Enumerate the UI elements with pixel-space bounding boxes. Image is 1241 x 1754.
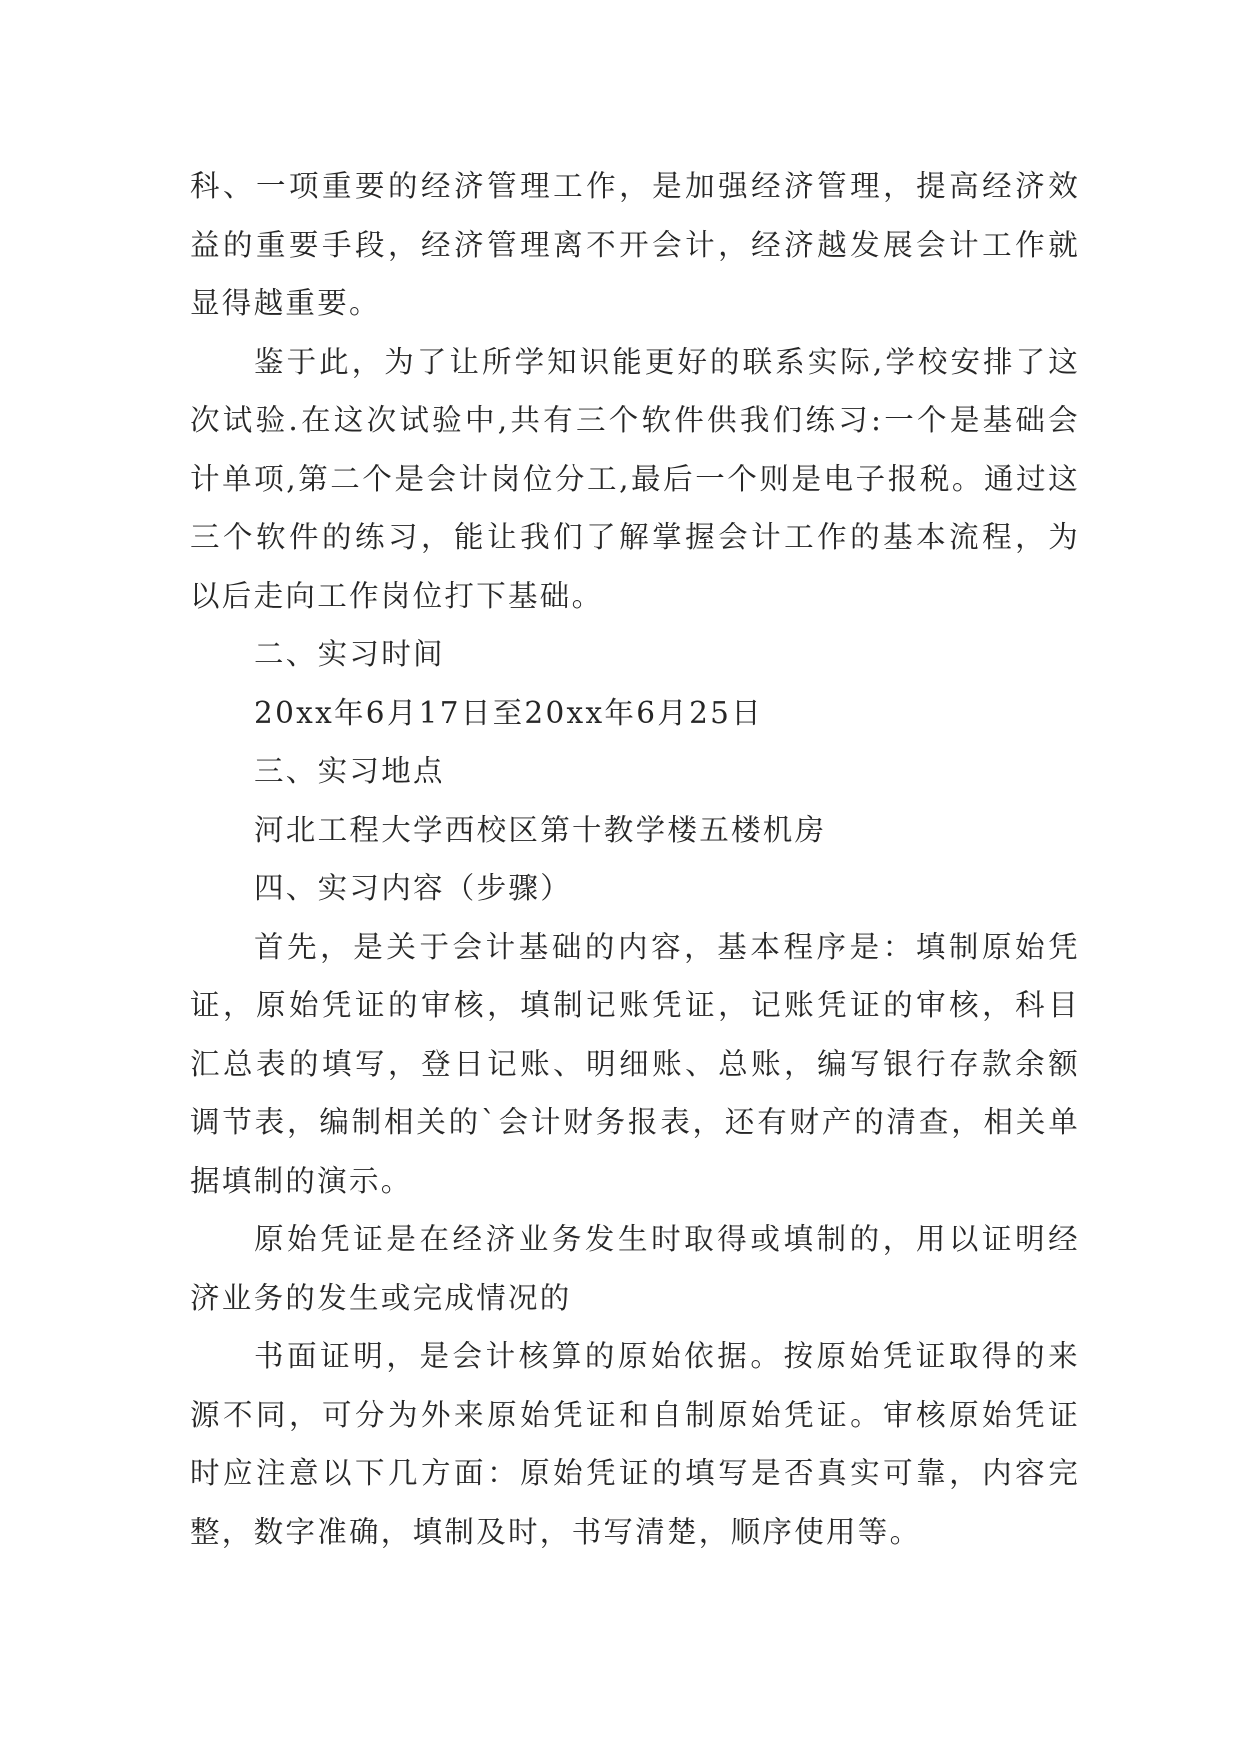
section-heading-internship-time: 二、实习时间 (254, 637, 445, 671)
paragraph-accounting-importance: 科、一项重要的经济管理工作，是加强经济管理，提高经济效益的重要手段，经济管理离不开会计，经济越发展会计工作就显得越重要。 (190, 169, 1080, 320)
paragraph-basic-procedure: 首先，是关于会计基础的内容，基本程序是：填制原始凭证，原始凭证的审核，填制记账凭证，记账凭证的审核，科目汇总表的填写，登日记账、明细账、总账，编写银行存款余额调节表，编制相关的`会计财务报表，还有财产的清查，相关单据填制的演示。 (190, 929, 1080, 1198)
internship-location: 河北工程大学西校区第十教学楼五楼机房 (254, 812, 827, 847)
internship-date-range: 20xx年6月17日至20xx年6月25日 (254, 695, 764, 730)
paragraph-original-voucher-review: 书面证明，是会计核算的原始依据。按原始凭证取得的来源不同，可分为外来原始凭证和自制原始凭证。审核原始凭证时应注意以下几方面：原始凭证的填写是否真实可靠，内容完整，数字准确，填制及时，书写清楚，顺序使用等。 (190, 1339, 1080, 1549)
section-heading-internship-content: 四、实习内容（步骤） (254, 871, 573, 905)
paragraph-training-purpose: 鉴于此，为了让所学知识能更好的联系实际,学校安排了这次试验.在这次试验中,共有三个软件供我们练习:一个是基础会计单项,第二个是会计岗位分工,最后一个则是电子报税。通过这三个软件的练习，能让我们了解掌握会计工作的基本流程，为以后走向工作岗位打下基础。 (190, 344, 1080, 613)
document-body (190, 157, 1080, 1561)
paragraph-original-voucher-definition: 原始凭证是在经济业务发生时取得或填制的，用以证明经济业务的发生或完成情况的 (190, 1222, 1080, 1315)
section-heading-internship-location: 三、实习地点 (254, 754, 445, 788)
